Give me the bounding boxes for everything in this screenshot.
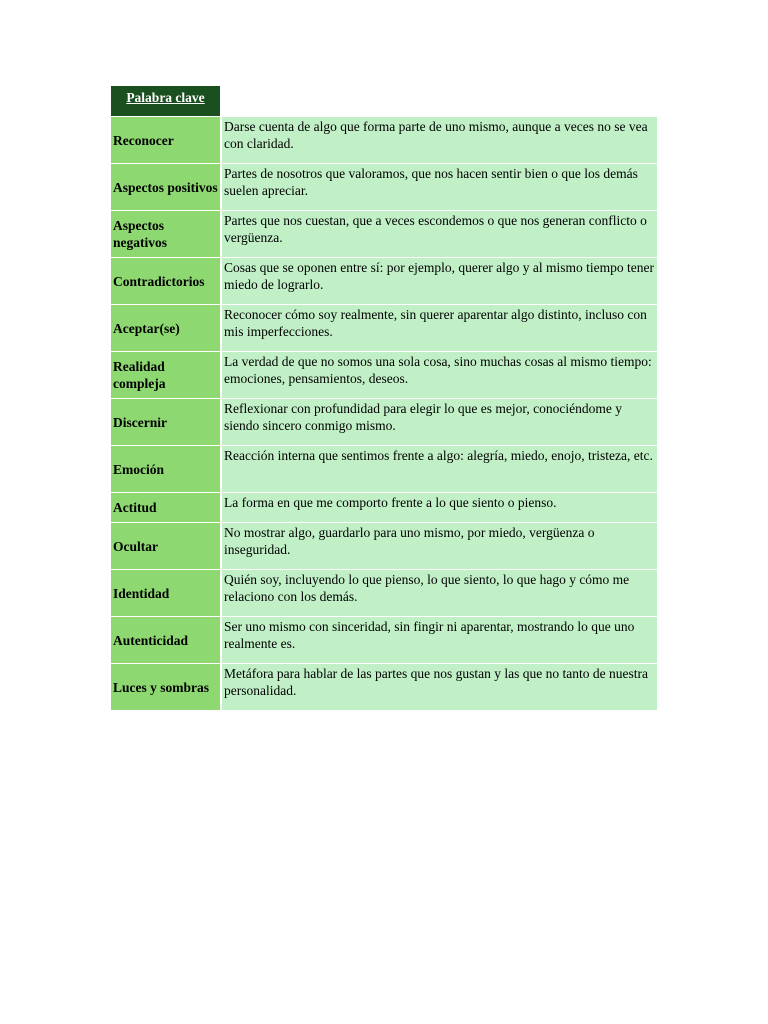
definition-cell: Reacción interna que sentimos frente a algo: alegría, miedo, enojo, tristeza, etc. (222, 446, 657, 492)
table-row (111, 352, 657, 398)
table-row (111, 523, 657, 569)
table-row (111, 446, 657, 492)
table-row (111, 399, 657, 445)
term-cell: Aspectos negativos (111, 211, 220, 257)
term-cell: Ocultar (111, 523, 220, 569)
definition-cell: Ser uno mismo con sinceridad, sin fingir ni aparentar, mostrando lo que uno realmente es. (222, 617, 657, 663)
column-header-palabra-clave: Palabra clave (111, 86, 220, 116)
table-row (111, 258, 657, 304)
table-row (111, 211, 657, 257)
definition-cell: No mostrar algo, guardarlo para uno mismo, por miedo, vergüenza o inseguridad. (222, 523, 657, 569)
definition-cell: La forma en que me comporto frente a lo que siento o pienso. (222, 493, 657, 522)
term-cell: Contradictorios (111, 258, 220, 304)
definition-cell: Reconocer cómo soy realmente, sin querer aparentar algo distinto, incluso con mis imperfecciones. (222, 305, 657, 351)
table-row (111, 617, 657, 663)
table-row (111, 117, 657, 163)
table-row (111, 493, 657, 522)
table-row (111, 664, 657, 710)
term-cell: Emoción (111, 446, 220, 492)
term-cell: Luces y sombras (111, 664, 220, 710)
table-row (111, 164, 657, 210)
term-cell: Autenticidad (111, 617, 220, 663)
definition-cell: Cosas que se oponen entre sí: por ejemplo, querer algo y al mismo tiempo tener miedo de lograrlo. (222, 258, 657, 304)
term-cell: Actitud (111, 493, 220, 522)
glossary-table (111, 86, 657, 710)
definition-cell: La verdad de que no somos una sola cosa, sino muchas cosas al mismo tiempo: emociones, pensamientos, deseos. (222, 352, 657, 398)
term-cell: Identidad (111, 570, 220, 616)
definition-cell: Darse cuenta de algo que forma parte de uno mismo, aunque a veces no se vea con claridad. (222, 117, 657, 163)
term-cell: Discernir (111, 399, 220, 445)
definition-cell: Reflexionar con profundidad para elegir lo que es mejor, conociéndome y siendo sincero conmigo mismo. (222, 399, 657, 445)
table-row (111, 305, 657, 351)
definition-cell: Quién soy, incluyendo lo que pienso, lo que siento, lo que hago y cómo me relaciono con los demás. (222, 570, 657, 616)
definition-cell: Metáfora para hablar de las partes que nos gustan y las que no tanto de nuestra personalidad. (222, 664, 657, 710)
term-cell: Aspectos positivos (111, 164, 220, 210)
term-cell: Reconocer (111, 117, 220, 163)
term-cell: Aceptar(se) (111, 305, 220, 351)
definition-cell: Partes que nos cuestan, que a veces escondemos o que nos generan conflicto o vergüenza. (222, 211, 657, 257)
table-row (111, 570, 657, 616)
definition-cell: Partes de nosotros que valoramos, que nos hacen sentir bien o que los demás suelen apreciar. (222, 164, 657, 210)
term-cell: Realidad compleja (111, 352, 220, 398)
